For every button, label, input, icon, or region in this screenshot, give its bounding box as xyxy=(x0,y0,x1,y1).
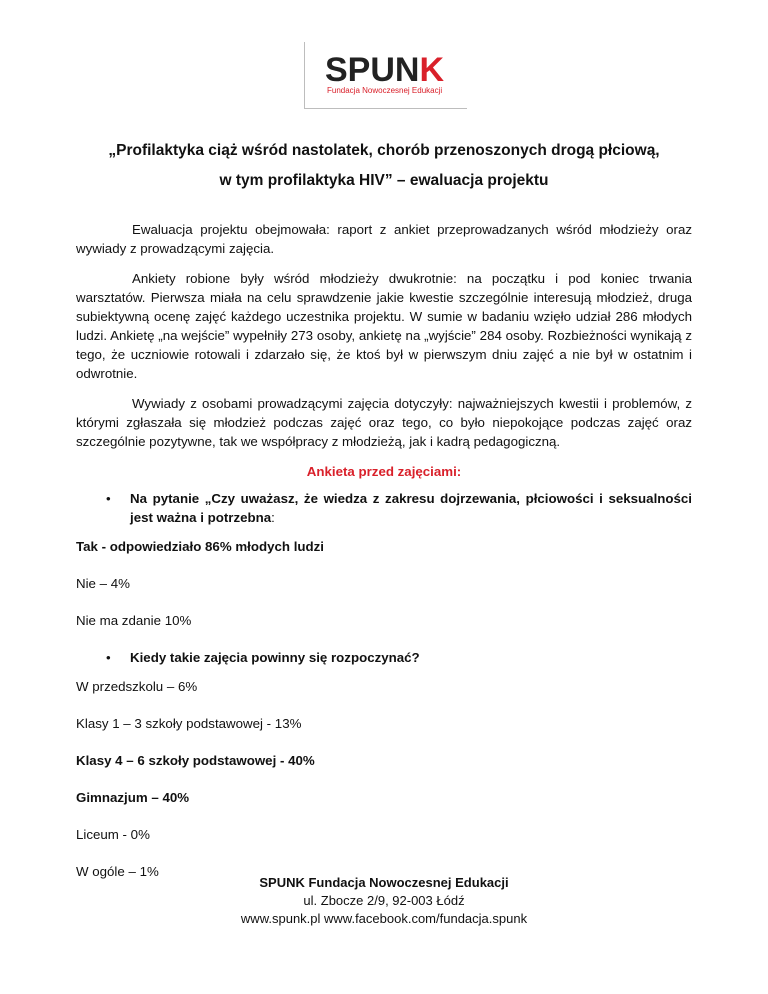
title-line-2: w tym profilaktyka HIV” – ewaluacja projektu xyxy=(219,172,549,189)
question-1-text: Na pytanie „Czy uważasz, że wiedza z zakresu dojrzewania, płciowości i seksualności jest ważna i potrzebna xyxy=(130,491,692,525)
answer-q2-middle-school: Gimnazjum – 40% xyxy=(76,790,190,805)
question-1-suffix: : xyxy=(271,510,275,525)
question-2 xyxy=(76,648,692,667)
paragraph-interviews: Wywiady z osobami prowadzącymi zajęcia dotyczyły: najważniejszych kwestii i problemów, z którymi zgłaszała się młodzież podczas zajęć oraz tego, co było niepokojące podczas zajęć oraz szczególnie pozytywne, tak we współpracy z młodzieżą, jak i kadrą pedagogiczną. xyxy=(76,396,692,449)
logo-wordmark: SPUNK xyxy=(325,51,445,89)
answer-q2-grades-1-3: Klasy 1 – 3 szkoły podstawowej - 13% xyxy=(76,716,302,731)
question-1 xyxy=(76,489,692,527)
page-footer xyxy=(0,874,768,928)
question-2-text: Kiedy takie zajęcia powinny się rozpoczynać? xyxy=(130,650,420,665)
answer-q2-grades-4-6: Klasy 4 – 6 szkoły podstawowej - 40% xyxy=(76,753,315,768)
answer-q1-no: Nie – 4% xyxy=(76,576,130,591)
answer-q2-never: W ogóle – 1% xyxy=(76,864,159,879)
answer-q1-yes: Tak - odpowiedziało 86% młodych ludzi xyxy=(76,539,324,554)
footer-org: SPUNK Fundacja Nowoczesnej Edukacji xyxy=(259,875,509,890)
paragraph-intro: Ewaluacja projektu obejmowała: raport z ankiet przeprowadzanych wśród młodzieży oraz wywiady z prowadzącymi zajęcia. xyxy=(76,222,692,256)
section-heading: Ankieta przed zajęciami: xyxy=(306,464,462,479)
document-body xyxy=(76,220,692,899)
logo xyxy=(304,42,467,109)
logo-tagline: Fundacja Nowoczesnej Edukacji xyxy=(327,86,443,95)
footer-links: www.spunk.pl www.facebook.com/fundacja.spunk xyxy=(240,911,528,926)
bullet-icon: • xyxy=(106,650,111,665)
footer-address: ul. Zbocze 2/9, 92-003 Łódź xyxy=(303,893,465,908)
bullet-icon: • xyxy=(106,491,111,506)
paragraph-surveys: Ankiety robione były wśród młodzieży dwukrotnie: na początku i pod koniec trwania warsztatów. Pierwsza miała na celu sprawdzenie jakie kwestie szczególnie interesują młodzież, druga subiektywną ocenę zajęć każdego uczestnika projektu. W sumie w badaniu wzięło udział 286 młodych ludzi. Ankietę „na wejście” wypełniły 273 osoby, ankietę na „wyjście” 284 osoby. Rozbieżności wynikają z tego, że uczniowie rotowali i zdarzało się, że ktoś był w pierwszym dniu zajęć a nie był w ostatnim i odwrotnie. xyxy=(76,271,692,381)
answer-q2-high-school: Liceum - 0% xyxy=(76,827,150,842)
answer-q2-preschool: W przedszkolu – 6% xyxy=(76,679,198,694)
document-title xyxy=(60,136,708,196)
title-line-1: „Profilaktyka ciąż wśród nastolatek, chorób przenoszonych drogą płciową, xyxy=(108,142,660,159)
answer-q1-no-opinion: Nie ma zdanie 10% xyxy=(76,613,192,628)
